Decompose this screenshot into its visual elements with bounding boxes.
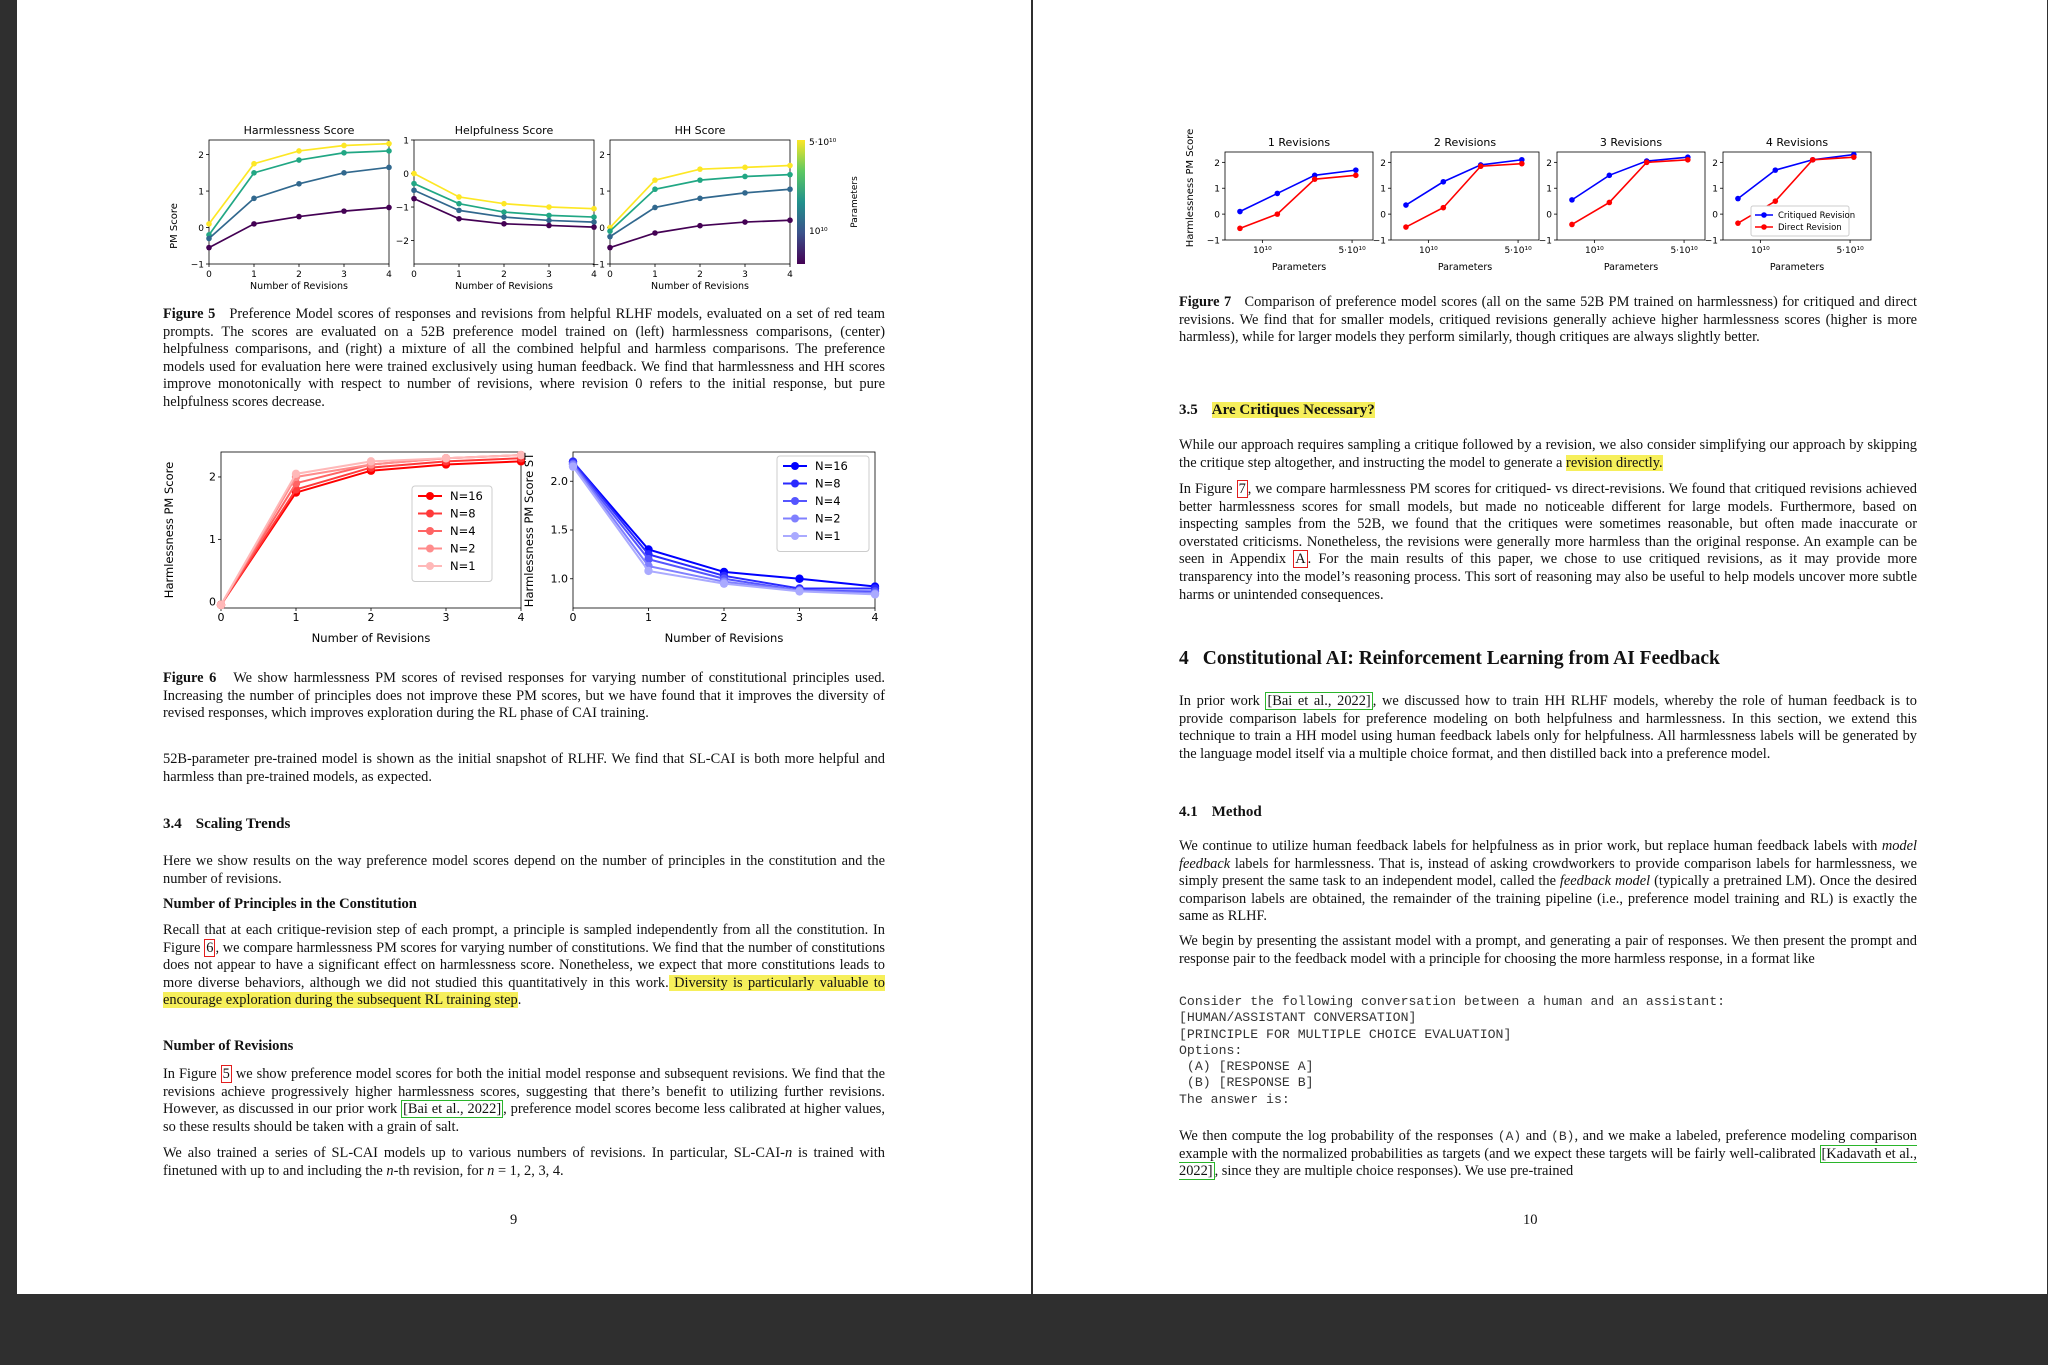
fig5-helpfulness-xtick-label: 1 <box>456 270 462 280</box>
figure-6-link[interactable]: 6 <box>206 939 214 956</box>
fig5-helpfulness-xtick-label: 2 <box>501 270 507 280</box>
fig5-harmlessness-ytick-label: −1 <box>190 260 204 271</box>
fig5-helpfulness-xtick-label: 4 <box>591 270 597 280</box>
paragraph-3-5-a: While our approach requires sampling a critique followed by a revision, we also consider simplifying our approach by skipping the critique step altogether, and instructing the model to generate a revision directly. <box>1179 437 1917 471</box>
fig7-2rev-point <box>1403 202 1409 208</box>
fig7-3rev-ytick-label: 1 <box>1546 184 1552 195</box>
fig7-2rev-ytick-label: −1 <box>1372 236 1386 247</box>
fig6-harmlessness-legend-marker <box>426 545 434 553</box>
fig6-st-point <box>569 462 577 470</box>
fig6-st-xtick-label: 3 <box>796 611 803 624</box>
colorbar-top-label: 5·10¹⁰ <box>809 138 837 148</box>
fig6-harmlessness-legend-label: N=2 <box>450 541 476 556</box>
fig6-st-xlabel: Number of Revisions <box>664 631 784 643</box>
section-4-heading: 4 Constitutional AI: Reinforcement Learning from AI Feedback <box>1179 648 1720 669</box>
fig7-4rev-point <box>1735 196 1741 202</box>
fig6-st-legend-label: N=4 <box>815 494 841 508</box>
fig5-helpfulness-point <box>591 219 597 225</box>
fig7-2rev-xlabel: Parameters <box>1437 262 1493 273</box>
fig6-st-point <box>644 567 652 575</box>
fig7-4rev-title: 4 Revisions <box>1765 136 1829 149</box>
fig5-harmlessness-point <box>341 143 347 149</box>
fig5-helpfulness-xtick-label: 3 <box>546 270 552 280</box>
fig5-helpfulness-point <box>501 209 507 215</box>
fig6-st-point <box>795 575 803 583</box>
fig5-hh-point <box>652 186 658 192</box>
fig5-helpfulness-point <box>591 206 597 212</box>
fig6-harmlessness-legend-marker <box>426 562 434 570</box>
fig6-st-point <box>720 579 728 587</box>
fig7-2rev-xtick-label: 5·10¹⁰ <box>1504 246 1532 256</box>
section-3-5-heading: 3.5 Are Critiques Necessary? <box>1179 402 1375 418</box>
paragraph-revisions: In Figure 5 we show preference model scores for both the initial model response and subsequent revisions. We find that the revisions achieve progressively higher harmlessness scores, suggesting that there’s benefit to utilizing further revisions. However, as discussed in our prior work [Bai et al., 2022] , preference model scores become less calibrated at higher values, so these results should be taken with a grain of salt. <box>163 1066 885 1135</box>
fig7-4rev-ytick-label: 2 <box>1712 158 1718 169</box>
fig5-harmlessness-line-large <box>209 151 389 235</box>
fig7-2rev-line-Critiqued Revision <box>1406 160 1522 205</box>
fig7-1rev-ytick-label: 0 <box>1214 210 1220 221</box>
highlight-revision-directly: revision directly. <box>1566 454 1663 471</box>
fig6-st-xtick-label: 2 <box>720 611 728 624</box>
fig6-st-legend-label: N=8 <box>815 476 841 491</box>
fig5-helpfulness-point <box>456 208 462 214</box>
fig7-3rev-point <box>1607 172 1613 178</box>
fig7-1rev-point <box>1237 209 1243 215</box>
paragraph-4-1-b: We begin by presenting the assistant model with a prompt, and generating a pair of responses. We then present the prompt and response pair to the feedback model with a principle for choosing the more harmless response, in a format like <box>1179 933 1917 967</box>
fig7-2rev-point <box>1478 163 1484 169</box>
fig5-hh-point <box>787 163 793 169</box>
fig7-4rev-point <box>1851 154 1857 160</box>
fig7-ylabel: Harmlessness PM Score <box>1185 128 1196 248</box>
paragraph-4-1-c: We then compute the log probability of the responses (A) and (B), and we make a labeled, preference modeling comparison example with the normalized probabilities as targets (and we expect these targets will be fairly well-calibrated [Kadavath et al., 2022] , since they are multiple choice responses). We use pre-trained <box>1179 1128 1918 1180</box>
fig6-st-legend-marker <box>791 515 799 523</box>
fig7-3rev-title: 3 Revisions <box>1599 136 1663 149</box>
figure-7-caption: Figure 7 Comparison of preference model scores (all on the same 52B PM trained on harmlessness) for critiqued and direct revisions. We find that for smaller models, critiqued revisions generally achieve higher harmlessness scores (higher is more harmless), while for larger models they perform similarly, though critiques are always slightly better. <box>1179 294 1917 346</box>
fig5-hh-point <box>742 219 748 225</box>
fig5-helpfulness-point <box>501 214 507 220</box>
fig6-harmlessness-xtick-label: 3 <box>442 611 450 624</box>
fig7-3rev-point <box>1569 222 1575 228</box>
fig5-harmlessness-xtick-label: 0 <box>206 270 212 280</box>
fig7-3rev-ytick-label: −1 <box>1538 236 1552 247</box>
fig6-st-legend-label: N=2 <box>815 511 841 526</box>
fig6-harmlessness-xlabel: Number of Revisions <box>311 631 431 643</box>
fig7-3rev-point <box>1644 160 1650 166</box>
fig5-hh-point <box>787 186 793 192</box>
fig7-2rev-point <box>1441 179 1447 185</box>
paragraph-4: In prior work [Bai et al., 2022] , we discussed how to train HH RLHF models, whereby the role of human feedback is to provide comparison labels for preference modeling on both helpfulness and harmlessness. In this section, we extend this technique to train a HH model using human feedback labels only for helpfulness. All harmlessness labels will be generated by the language model itself via a multiple choice format, and then distilled back into a preference model. <box>1179 693 1917 762</box>
fig7-1rev-xtick-label: 5·10¹⁰ <box>1338 246 1366 256</box>
fig6-harmlessness-legend-label: N=16 <box>450 489 483 503</box>
fig5-hh-xlabel: Number of Revisions <box>650 281 750 292</box>
fig6-harmlessness-ytick-label: 1 <box>209 532 216 546</box>
paragraph-4-1-a: We continue to utilize human feedback labels for helpfulness as in prior work, but replace human feedback labels with model feedback labels for harmlessness. That is, instead of asking crowdworkers to provide comparison labels for harmlessness, we simply present the same task to an independent model, called the feedback model (typically a pretrained LM). Once the desired comparison labels are obtained, the remainder of the training pipeline (i.e., preference model training and RL) is exactly the same as RLHF. <box>1179 838 1917 925</box>
fig5-hh-point <box>607 234 613 240</box>
fig7-3rev-xtick-label: 10¹⁰ <box>1585 246 1604 256</box>
fig7-3rev-ytick-label: 0 <box>1546 210 1552 221</box>
fig7-1rev-frame <box>1225 152 1373 240</box>
fig7-2rev-ytick-label: 1 <box>1380 184 1386 195</box>
fig5-hh-line-large <box>610 175 790 232</box>
fig5-harmlessness-point <box>386 165 392 171</box>
fig6-harmlessness-point <box>442 454 450 462</box>
fig5-hh-point <box>697 223 703 229</box>
fig6-harmlessness-xtick-label: 0 <box>217 611 225 624</box>
fig7-3rev-point <box>1607 200 1613 206</box>
fig5-hh-point <box>787 217 793 223</box>
fig5-hh-point <box>697 166 703 172</box>
fig7-1rev-ytick-label: 2 <box>1214 158 1220 169</box>
fig5-harmlessness-line-medium <box>209 167 389 238</box>
paragraph-principles: Recall that at each critique-revision step of each prompt, a principle is sampled independently from all the constitution. In Figure 6 , we compare harmlessness PM scores for varying number of constitutions. We find that the number of constitutions does not appear to have a significant effect on harmlessness score. Nonetheless, we expect that more constitutions leads to more diverse behaviors, although we did not studied this quantitatively in this work. Diversity is particularly valuable to encourage exploration during the subsequent RL training step. <box>163 922 885 1009</box>
fig5-helpfulness-point <box>456 194 462 200</box>
figure-6 <box>17 438 1031 643</box>
fig7-4rev-line-Critiqued Revision <box>1738 155 1854 199</box>
fig7-1rev-title: 1 Revisions <box>1267 136 1331 149</box>
fig5-hh-xtick-label: 3 <box>742 270 748 280</box>
page-9 <box>17 0 1031 1294</box>
fig7-1rev-xlabel: Parameters <box>1271 262 1327 273</box>
fig7-4rev-point <box>1773 198 1779 204</box>
fig6-st-legend-marker <box>791 462 799 470</box>
paragraph-scaling: Here we show results on the way preference model scores depend on the number of principles in the constitution and the number of revisions. <box>163 853 885 887</box>
fig5-harmlessness-xtick-label: 3 <box>341 270 347 280</box>
fig6-st-legend-label: N=1 <box>815 529 841 543</box>
fig7-1rev-point <box>1275 191 1281 197</box>
fig7-1rev-point <box>1237 226 1243 232</box>
fig5-hh-ytick-label: −1 <box>591 260 605 271</box>
fig7-4rev-xtick-label: 5·10¹⁰ <box>1836 246 1864 256</box>
figure-6-caption: Figure 6 We show harmlessness PM scores of revised responses for varying number of constitutional principles used. Increasing the number of principles does not improve these PM scores, but we have found that it improves the diversity of revised responses, which improves exploration during the RL phase of CAI training. <box>163 670 886 722</box>
fig5-harmlessness-ytick-label: 1 <box>198 187 204 198</box>
fig5-harmlessness-point <box>296 157 302 163</box>
fig5-hh-point <box>652 205 658 211</box>
fig5-helpfulness-xtick-label: 0 <box>411 270 417 280</box>
fig5-hh-point <box>607 245 613 251</box>
fig5-hh-xtick-label: 1 <box>652 270 658 280</box>
fig5-harmlessness-xtick-label: 1 <box>251 270 257 280</box>
fig5-harmlessness-point <box>386 205 392 211</box>
fig5-hh-point <box>742 190 748 196</box>
fig5-harmlessness-xtick-label: 4 <box>386 270 392 280</box>
citation-bai-2022-p10[interactable]: [Bai et al., 2022] <box>1267 693 1371 709</box>
fig7-4rev-ytick-label: 1 <box>1712 184 1718 195</box>
fig5-harmlessness-point <box>206 221 212 227</box>
fig5-harmlessness-point <box>251 221 257 227</box>
fig7-4rev-point <box>1773 167 1779 173</box>
highlight-diversity: Diversity is particularly valuable to encourage exploration during the subsequent RL training step <box>163 974 885 1009</box>
fig5-helpfulness-ytick-label: 0 <box>403 170 409 181</box>
fig5-harmlessness-ytick-label: 2 <box>198 151 204 162</box>
fig6-harmlessness-legend-label: N=1 <box>450 559 476 573</box>
fig5-hh-ytick-label: 0 <box>599 224 605 235</box>
fig7-1rev-point <box>1353 172 1359 178</box>
fig5-helpfulness-ytick-label: −1 <box>395 203 409 214</box>
fig5-hh-point <box>742 165 748 171</box>
fig7-3rev-point <box>1569 197 1575 203</box>
fig7-2rev-ytick-label: 2 <box>1380 158 1386 169</box>
fig7-1rev-ytick-label: 1 <box>1214 184 1220 195</box>
fig7-3rev-point <box>1685 157 1691 163</box>
fig5-helpfulness-point <box>546 223 552 229</box>
fig5-hh-ytick-label: 2 <box>599 151 605 162</box>
fig5-helpfulness-point <box>546 213 552 219</box>
fig6-harmlessness-legend-marker <box>426 492 434 500</box>
fig5-helpfulness-point <box>546 218 552 224</box>
fig6-st-point <box>795 587 803 595</box>
fig6-harmlessness-ytick-label: 2 <box>209 470 216 484</box>
fig7-legend-marker <box>1761 212 1767 218</box>
fig5-helpfulness-point <box>591 224 597 230</box>
paragraph-52b: 52B-parameter pre-trained model is shown as the initial snapshot of RLHF. We find that SL-CAI is both more helpful and harmless than pre-trained models, as expected. <box>163 751 885 785</box>
colorbar-mid-label: 10¹⁰ <box>809 227 828 237</box>
fig7-3rev-xlabel: Parameters <box>1603 262 1659 273</box>
fig5-harmlessness-point <box>341 170 347 176</box>
fig5-harmlessness-point <box>296 181 302 187</box>
fig7-2rev-frame <box>1391 152 1539 240</box>
fig5-ylabel: PM Score <box>169 203 180 249</box>
principles-heading: Number of Principles in the Constitution <box>163 896 417 912</box>
fig5-helpfulness-point <box>501 221 507 227</box>
fig6-st-legend-marker <box>791 532 799 540</box>
fig5-harmlessness-xtick-label: 2 <box>296 270 302 280</box>
figure-5 <box>17 118 1031 298</box>
fig5-helpfulness-point <box>411 196 417 202</box>
fig5-harmlessness-point <box>296 148 302 154</box>
fig6-st-legend-marker <box>791 497 799 505</box>
revisions-heading: Number of Revisions <box>163 1038 294 1054</box>
fig5-harmlessness-point <box>386 141 392 147</box>
fig7-1rev-point <box>1275 211 1281 217</box>
fig5-helpfulness-point <box>501 201 507 207</box>
fig5-hh-frame <box>610 140 790 264</box>
fig5-harmlessness-title: Harmlessness Score <box>243 124 355 137</box>
fig5-harmlessness-point <box>251 196 257 202</box>
fig5-harmlessness-ytick-label: 0 <box>198 224 204 235</box>
fig5-harmlessness-point <box>206 236 212 242</box>
fig5-harmlessness-point <box>341 208 347 214</box>
section-4-1-heading: 4.1 Method <box>1179 804 1262 820</box>
fig7-legend-label: Critiqued Revision <box>1778 211 1856 221</box>
fig6-st-xtick-label: 4 <box>871 611 879 624</box>
fig6-harmlessness-point <box>292 470 300 478</box>
fig7-2rev-point <box>1519 161 1525 167</box>
fig6-harmlessness-ytick-label: 0 <box>209 595 216 609</box>
citation-bai-2022[interactable]: [Bai et al., 2022] <box>403 1101 502 1118</box>
fig6-st-xtick-label: 0 <box>569 611 577 624</box>
figure-7-link[interactable]: 7 <box>1238 481 1246 497</box>
fig5-helpfulness-point <box>456 216 462 222</box>
fig6-st-legend-label: N=16 <box>815 459 848 473</box>
fig7-4rev-point <box>1735 220 1741 226</box>
colorbar-title: Parameters <box>850 176 860 228</box>
fig6-st-legend-marker <box>791 480 799 488</box>
fig5-helpfulness-ytick-label: 1 <box>403 136 409 147</box>
fig5-hh-point <box>697 196 703 202</box>
fig5-hh-xtick-label: 0 <box>607 270 613 280</box>
figure-5-caption: Figure 5 Preference Model scores of responses and revisions from helpful RLHF models, evaluated on a set of red team prompts. The scores are evaluated on a 52B preference model trained on (left) harmlessness comparisons, (center) helpfulness comparisons, and (right) a mixture of all the combined helpful and harmless comparisons. The preference models used for evaluation here were trained exclusively using human feedback. We find that harmlessness and HH scores improve monotonically with respect to number of revisions, where revision 0 refers to the initial response, but pure helpfulness scores decrease. <box>163 306 885 410</box>
fig6-st-ytick-label: 1.5 <box>550 523 568 537</box>
fig5-hh-xtick-label: 4 <box>787 270 793 280</box>
fig5-helpfulness-ytick-label: −2 <box>395 237 409 248</box>
fig7-2rev-title: 2 Revisions <box>1433 136 1497 149</box>
fig6-harmlessness-xtick-label: 1 <box>292 611 300 624</box>
fig7-2rev-ytick-label: 0 <box>1380 210 1386 221</box>
section-3-4-heading: 3.4 Scaling Trends <box>163 816 291 832</box>
fig7-2rev-xtick-label: 10¹⁰ <box>1419 246 1438 256</box>
fig5-helpfulness-xlabel: Number of Revisions <box>454 281 554 292</box>
fig7-3rev-xtick-label: 5·10¹⁰ <box>1670 246 1698 256</box>
fig7-legend-marker <box>1761 224 1767 230</box>
fig7-4rev-xlabel: Parameters <box>1769 262 1825 273</box>
fig5-harmlessness-xlabel: Number of Revisions <box>249 281 349 292</box>
fig5-hh-point <box>697 177 703 183</box>
figure-7 <box>1033 118 2047 288</box>
page-number-9: 9 <box>510 1212 518 1228</box>
fig5-harmlessness-point <box>386 148 392 154</box>
fig5-harmlessness-point <box>296 214 302 220</box>
fig6-st-xtick-label: 1 <box>645 611 652 624</box>
fig6-st-point <box>871 590 879 598</box>
fig5-hh-point <box>742 174 748 180</box>
fig6-st-ytick-label: 2.0 <box>550 474 568 488</box>
fig7-4rev-point <box>1810 157 1816 163</box>
appendix-a-link[interactable]: A <box>1295 551 1306 568</box>
page-10 <box>1033 0 2047 1294</box>
fig6-harmlessness-xtick-label: 4 <box>517 611 525 624</box>
fig5-helpfulness-title: Helpfulness Score <box>454 124 554 137</box>
fig5-harmlessness-point <box>341 150 347 156</box>
fig5-hh-ytick-label: 1 <box>599 187 605 198</box>
fig5-helpfulness-point <box>456 201 462 207</box>
fig7-4rev-ytick-label: −1 <box>1704 236 1718 247</box>
fig5-hh-point <box>787 172 793 178</box>
fig5-helpfulness-point <box>411 171 417 177</box>
figure-5-link[interactable]: 5 <box>222 1066 230 1082</box>
page-number-10: 10 <box>1523 1212 1538 1228</box>
fig5-hh-title: HH Score <box>674 124 726 137</box>
fig6-st-ylabel: Harmlessness PM Score ST <box>522 452 536 608</box>
fig5-hh-point <box>652 177 658 183</box>
fig6-harmlessness-xtick-label: 2 <box>367 611 375 624</box>
fig6-harmlessness-legend-label: N=8 <box>450 506 476 521</box>
fig6-harmlessness-point <box>367 457 375 465</box>
fig6-harmlessness-legend-marker <box>426 510 434 518</box>
fig5-helpfulness-point <box>591 214 597 220</box>
paragraph-slcai: We also trained a series of SL-CAI models up to various numbers of revisions. In particular, SL-CAI-n is trained with finetuned with up to and including the n-th revision, for n = 1, 2, 3, 4. <box>163 1145 886 1179</box>
fig5-helpfulness-point <box>411 187 417 193</box>
fig5-harmlessness-point <box>251 161 257 167</box>
fig6-harmlessness-legend-label: N=4 <box>450 524 476 538</box>
paragraph-3-5-b: In Figure 7 , we compare harmlessness PM scores for critiqued- vs direct-revisions. We found that critiqued revisions achieved better harmlessness scores for small models, but made no noticeable different for large models. Furthermore, based on inspecting samples from the 52B, we found that the critiques were sometimes reasonable, but often made inaccurate or overstated criticisms. Nonetheless, the revisions were generally more harmless than the original response. An example can be seen in Appendix A . For the main results of this paper, we chose to use critiqued revisions, as it may provide more transparency into the model’s reasoning process. This sort of reasoning may also be useful to help models uncover more subtle harms or unintended consequences. <box>1179 481 1918 603</box>
fig5-helpfulness-point <box>411 181 417 187</box>
fig7-1rev-point <box>1312 176 1318 182</box>
fig6-harmlessness-ylabel: Harmlessness PM Score <box>162 461 176 599</box>
citation-kadavath-2022[interactable]: [Kadavath et al., 2022] <box>1179 1145 1918 1180</box>
fig5-hh-xtick-label: 2 <box>697 270 703 280</box>
prompt-code-block: Consider the following conversation between a human and an assistant: [HUMAN/ASSISTANT CONVERSATION] [PRINCIPLE FOR MULTIPLE CHOICE EVALUATION] Options: (A) [RESPONSE A] (B) [RESPONSE B] The answer is: <box>1179 994 1726 1107</box>
fig6-st-ytick-label: 1.0 <box>550 572 568 586</box>
fig7-3rev-line-Critiqued Revision <box>1572 157 1688 200</box>
fig5-harmlessness-point <box>251 170 257 176</box>
fig7-1rev-point <box>1353 167 1359 173</box>
colorbar <box>797 140 805 264</box>
fig6-harmlessness-legend-marker <box>426 527 434 535</box>
fig7-2rev-point <box>1441 205 1447 211</box>
fig5-hh-point <box>607 228 613 234</box>
fig5-harmlessness-point <box>206 245 212 251</box>
fig5-helpfulness-point <box>546 204 552 210</box>
fig7-4rev-xtick-label: 10¹⁰ <box>1751 246 1770 256</box>
fig7-1rev-ytick-label: −1 <box>1206 236 1220 247</box>
fig7-legend-label: Direct Revision <box>1778 223 1842 233</box>
fig7-3rev-ytick-label: 2 <box>1546 158 1552 169</box>
fig7-1rev-xtick-label: 10¹⁰ <box>1253 246 1272 256</box>
fig7-3rev-line-Direct Revision <box>1572 160 1688 225</box>
fig5-hh-point <box>652 230 658 236</box>
fig7-4rev-ytick-label: 0 <box>1712 210 1718 221</box>
fig6-harmlessness-point <box>217 601 225 609</box>
fig7-2rev-point <box>1403 224 1409 230</box>
